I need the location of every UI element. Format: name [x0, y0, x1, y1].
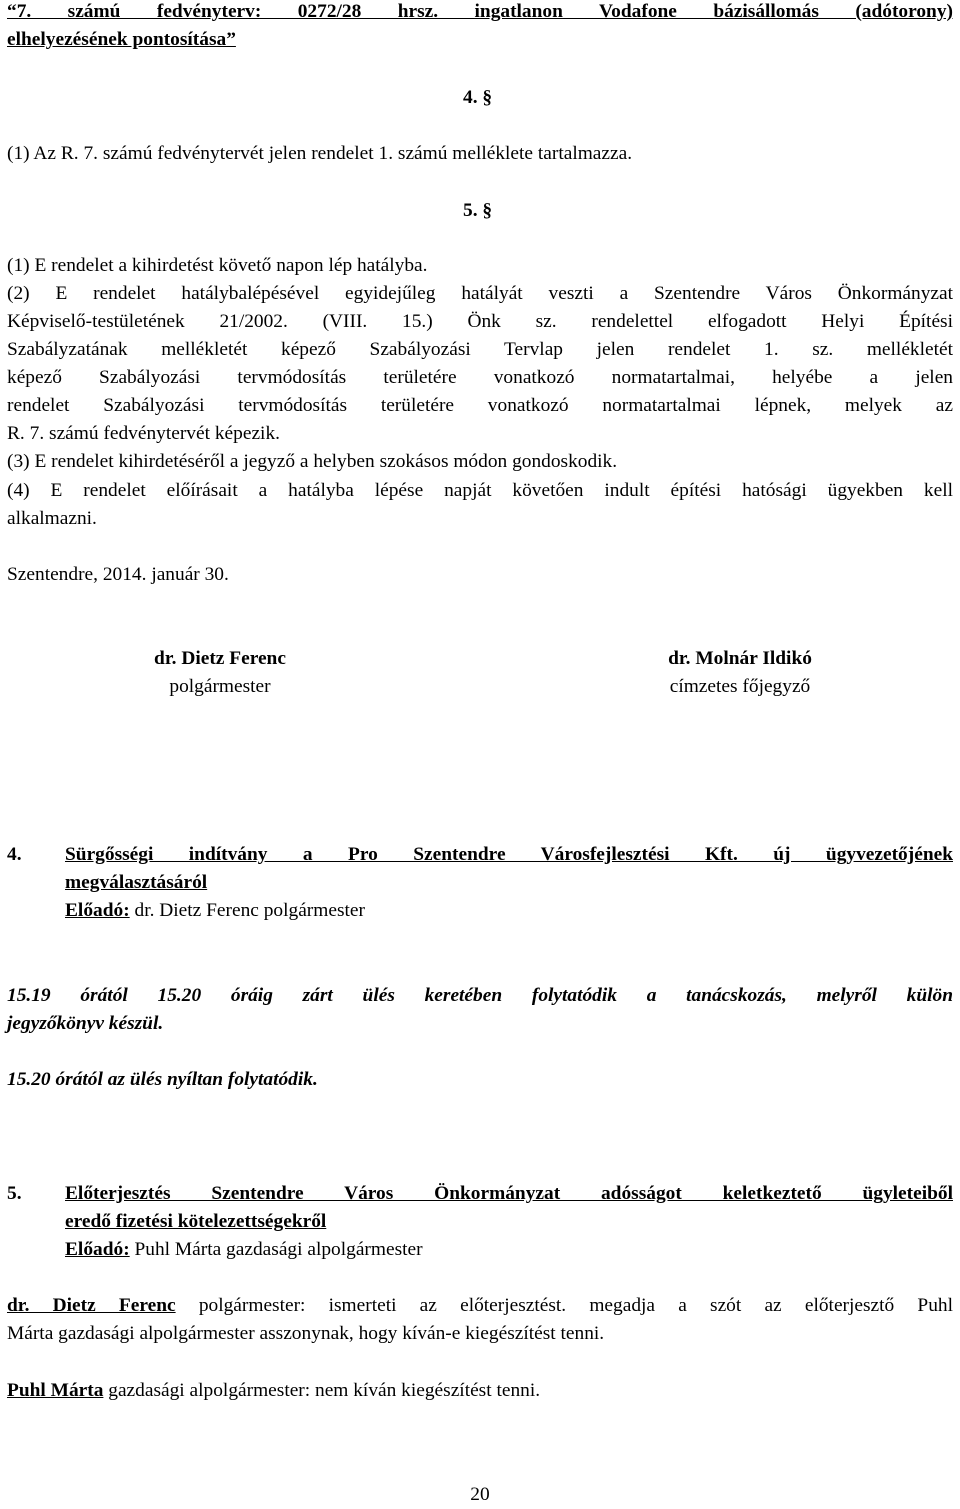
speech-1-line-1: [7, 1292, 953, 1320]
agenda-item-5-presenter: [65, 1236, 423, 1264]
presenter-name: dr. Dietz Ferenc polgármester: [129, 900, 365, 921]
open-session-note: 15.20 órától az ülés nyíltan folytatódik.: [7, 1069, 318, 1090]
paragraph-5-sub-2-line: képező Szabályozási tervmódosítás területére vonatkozó normatartalmai, helyébe a jelen: [7, 367, 953, 388]
signature-name-mayor: dr. Dietz Ferenc: [154, 648, 286, 669]
paragraph-5-number: 5. §: [463, 200, 493, 221]
agenda-item-4-number: 4.: [7, 844, 22, 865]
speaker-name: dr. Dietz Ferenc: [7, 1295, 176, 1316]
section-7-heading-line-1: “7. számú fedvényterv: 0272/28 hrsz. ingatlanon Vodafone bázisállomás (adótorony): [7, 1, 953, 22]
closed-session-line-2: jegyzőkönyv készül.: [7, 1013, 164, 1034]
agenda-item-4-title-line-1: Sürgősségi indítvány a Pro Szentendre Városfejlesztési Kft. új ügyvezetőjének: [65, 844, 953, 865]
speaker-name: Puhl Márta: [7, 1380, 104, 1401]
paragraph-4-number: 4. §: [463, 87, 493, 108]
speech-text: gazdasági alpolgármester: nem kíván kiegészítést tenni.: [103, 1380, 541, 1401]
signature-title-notary: címzetes főjegyző: [669, 676, 811, 697]
speech-1-line-2: Márta gazdasági alpolgármester asszonynak, hogy kíván-e kiegészítést tenni.: [7, 1323, 605, 1344]
paragraph-5-sub-4-line: alkalmazni.: [7, 508, 97, 529]
place-and-date: Szentendre, 2014. január 30.: [7, 564, 229, 585]
agenda-item-4-title-line-2: megválasztásáról: [65, 872, 208, 893]
page-number: 20: [470, 1484, 490, 1505]
presenter-label: Előadó:: [65, 900, 130, 921]
paragraph-5-sub-2-line: rendelet Szabályozási tervmódosítás területére vonatkozó normatartalmai lépnek, melyek az: [7, 395, 953, 416]
agenda-item-4-presenter: [65, 897, 365, 925]
paragraph-5-sub-4-line: (4) E rendelet előírásait a hatályba lépése napját követően indult építési hatósági ügyekben kell: [7, 480, 953, 501]
agenda-item-5-title-line-1: Előterjesztés Szentendre Város Önkormányzat adósságot keletkeztető ügyleteiből: [65, 1183, 953, 1204]
paragraph-5-sub-2-line: Szabályzatának mellékletét képező Szabályozási Tervlap jelen rendelet 1. sz. mellékletét: [7, 339, 953, 360]
closed-session-line-1: 15.19 órától 15.20 óráig zárt ülés keretében folytatódik a tanácskozás, melyről külön: [7, 985, 953, 1006]
agenda-item-5-title-line-2: eredő fizetési kötelezettségekről: [65, 1211, 327, 1232]
speech-2: [7, 1377, 953, 1405]
signature-title-mayor: polgármester: [169, 676, 271, 697]
paragraph-5-sub-1: (1) E rendelet a kihirdetést követő napon lép hatályba.: [7, 255, 428, 276]
signature-name-notary: dr. Molnár Ildikó: [668, 648, 812, 669]
section-7-heading-line-2: elhelyezésének pontosítása”: [7, 29, 236, 50]
presenter-name: Puhl Márta gazdasági alpolgármester: [129, 1239, 423, 1260]
presenter-label: Előadó:: [65, 1239, 130, 1260]
paragraph-4-text: (1) Az R. 7. számú fedvénytervét jelen rendelet 1. számú melléklete tartalmazza.: [7, 143, 633, 164]
paragraph-5-sub-2-line: Képviselő-testületének 21/2002. (VIII. 15.) Önk sz. rendelettel elfogadott Helyi Építési: [7, 311, 953, 332]
paragraph-5-sub-2-line: R. 7. számú fedvénytervét képezik.: [7, 423, 280, 444]
agenda-item-5-number: 5.: [7, 1183, 22, 1204]
paragraph-5-sub-3: (3) E rendelet kihirdetéséről a jegyző a helyben szokásos módon gondoskodik.: [7, 451, 618, 472]
paragraph-5-sub-2-line: (2) E rendelet hatálybalépésével egyidejűleg hatályát veszti a Szentendre Város Önkormányzat: [7, 283, 953, 304]
speech-text: polgármester: ismerteti az előterjesztést. megadja a szót az előterjesztő Puhl: [175, 1295, 953, 1316]
